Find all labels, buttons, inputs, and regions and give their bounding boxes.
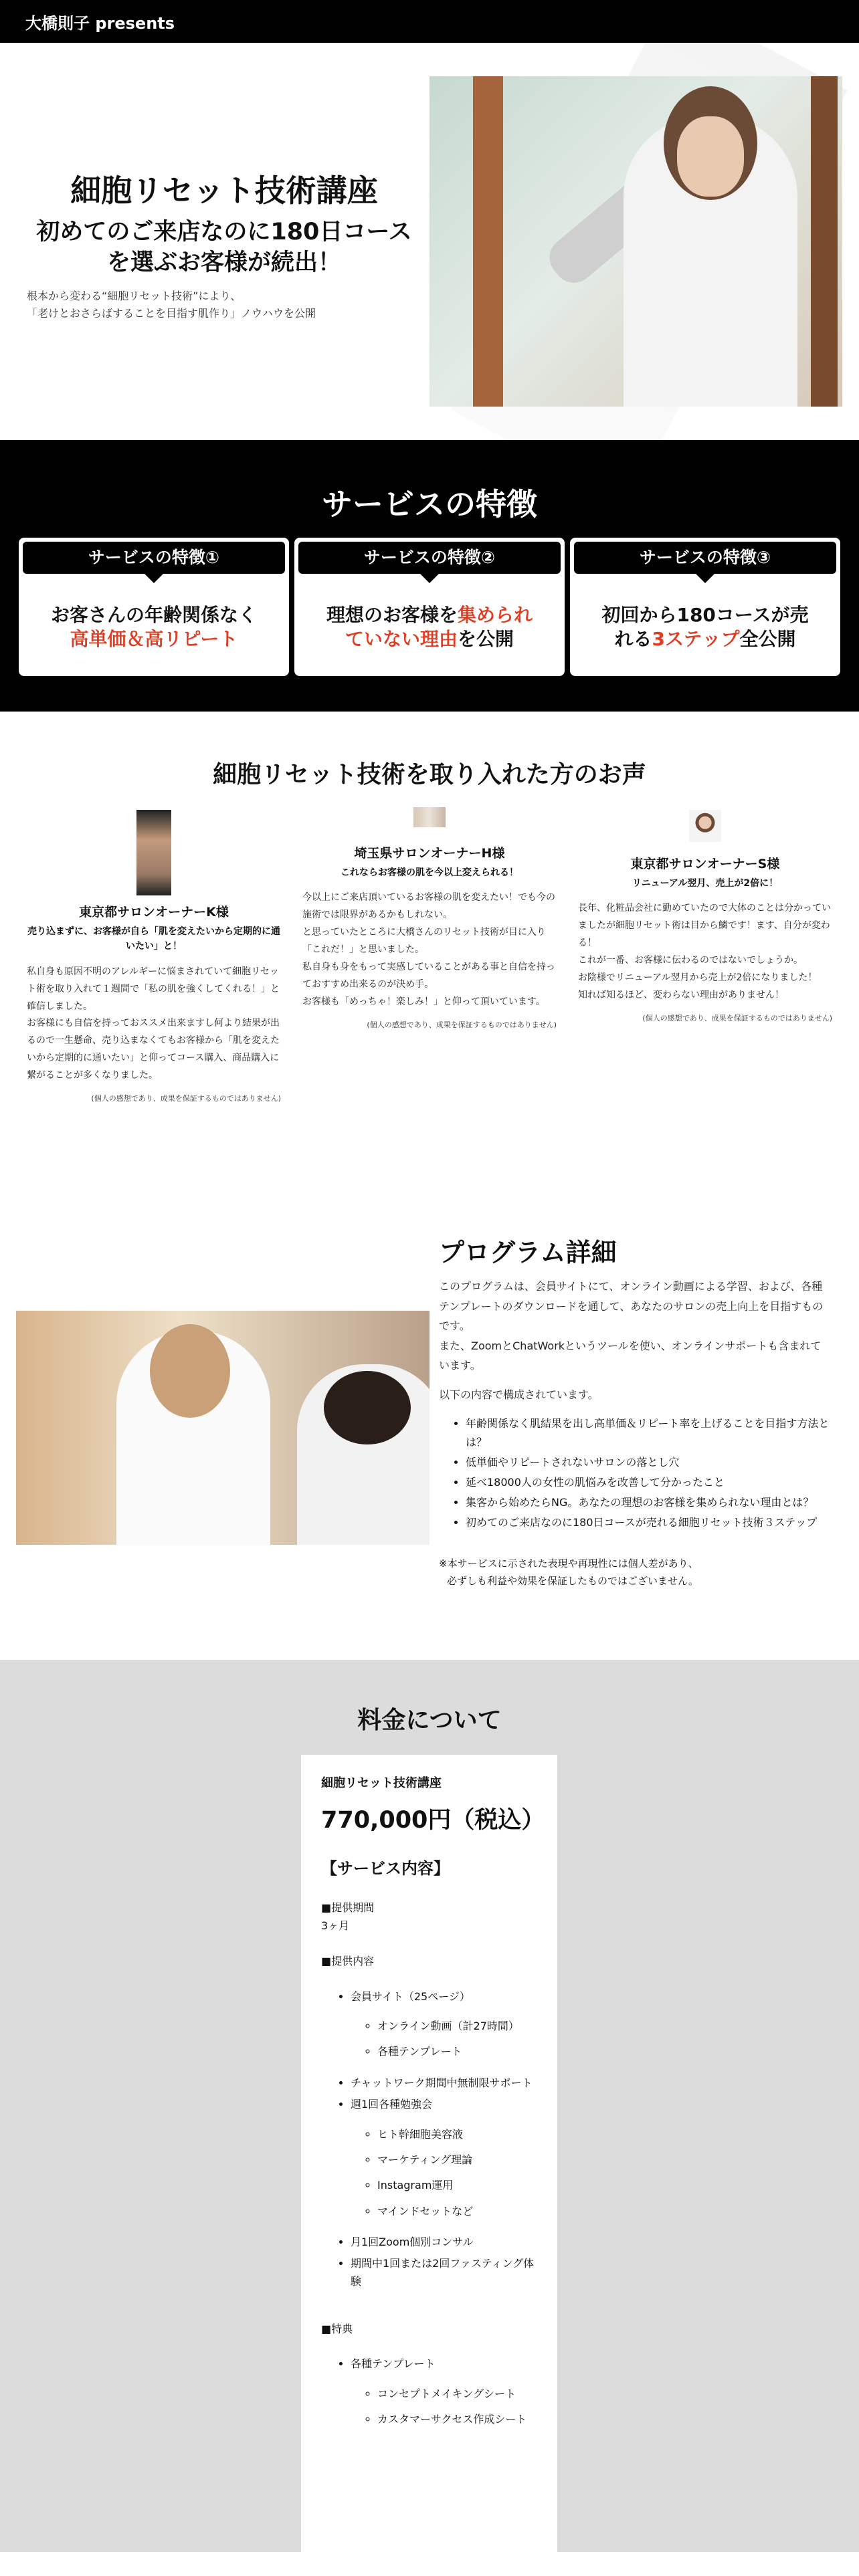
testimonial-lead: これならお客様の肌を今以上変えられる！	[341, 867, 518, 878]
feature-label: サービスの特徴③	[574, 542, 836, 574]
sub-list	[377, 2385, 537, 2429]
hero-section	[0, 43, 859, 440]
hero-subtitle-line1: 初めてのご来店なのに180日コース	[36, 219, 412, 245]
testimonial-name: 埼玉県サロンオーナーH様	[354, 846, 505, 861]
hero-photo	[430, 76, 842, 407]
brand-title: 大橋則子 presents	[25, 13, 175, 33]
bonus-list	[351, 2355, 537, 2428]
testimonial-photo	[136, 810, 171, 895]
list-item: ◦ ヒト幹細胞美容液	[377, 2126, 537, 2143]
testimonial-lead: リニューアル翌月、売上が2倍に！	[632, 878, 779, 889]
program-intro: このプログラムは、会員サイトにて、オンライン動画による学習、および、各種テンプレートのダウンロードを通して、あなたのサロンの売上向上を目指すものです。 また、ZoomとChatWorkというツールを使い、オンラインサポートも含まれています。	[439, 1280, 824, 1372]
list-item: ◦ 各種テンプレート	[377, 2043, 537, 2060]
testimonial-text: 長年、化粧品会社に勤めていたので大体のことは分かっていましたが細胞リセット術は目から鱗です！ます、自分が変わる！ これが一番、お客様に伝わるのではないでしょうか。 お陰様でリニューアル翌月から売上が2倍になりました！ 知れば知るほど、変わらない理由がありません！	[578, 903, 831, 1000]
list-item: • 期間中1回または2回ファスティング体験	[351, 2255, 537, 2290]
list-item	[351, 1988, 537, 2061]
testimonial-photo	[689, 810, 721, 842]
hero-subtitle-line2: を選ぶお客様が続出！	[106, 249, 341, 276]
pricing-section	[0, 1660, 859, 2552]
program-heading: プログラム詳細	[439, 1238, 617, 1267]
testimonial-card	[578, 810, 832, 1103]
program-section	[0, 1212, 859, 1660]
testimonial-name: 東京都サロンオーナーK様	[79, 905, 229, 920]
list-item: ◦ コンセプトメイキングシート	[377, 2385, 537, 2403]
program-list-intro: 以下の内容で構成されています。	[439, 1388, 599, 1401]
feature-text-part: お客さんの年齢関係なく	[50, 604, 257, 626]
course-price: 770,000円（税込）	[321, 1807, 545, 1834]
testimonial-name: 東京都サロンオーナーS様	[630, 857, 780, 871]
feature-text-part: 理想のお客様を	[326, 604, 458, 626]
period-label: ■提供期間	[321, 1901, 375, 1914]
bonus-label: ■特典	[321, 2323, 353, 2336]
sub-list	[377, 2018, 537, 2061]
program-photo	[16, 1311, 430, 1545]
features-heading: サービスの特徴	[322, 486, 537, 522]
list-item: • チャットワーク期間中無制限サポート	[351, 2074, 537, 2092]
feature-text	[294, 578, 565, 652]
list-item: ◦ オンライン動画（計27時間）	[377, 2018, 537, 2035]
list-item: • 低単価やリピートされないサロンの落とし穴	[466, 1453, 830, 1472]
feature-label: サービスの特徴①	[23, 542, 285, 574]
list-item: • 初めてのご来店なのに180日コースが売れる細胞リセット技術３ステップ	[466, 1513, 830, 1532]
feature-card-3	[570, 538, 840, 676]
list-item	[351, 2096, 537, 2220]
feature-text-highlight: 集められていない理由	[345, 604, 533, 651]
period-value: 3ヶ月	[321, 1919, 350, 1933]
program-disclaimer	[439, 1555, 830, 1590]
feature-text-highlight: 高単価＆高リピート	[70, 628, 238, 651]
testimonial-lead: 売り込まずに、お客様が自ら「肌を変えたいから定期的に通いたい」と！	[27, 926, 280, 952]
bonus-item: 各種テンプレート	[351, 2357, 436, 2371]
testimonial-text: 今以上にご来店頂いているお客様の肌を変えたい！でも今の施術では限界があるかもしれない。 と思っていたところに大橋さんのリセット技術が目に入り「これだ！」と思いました。 私自身も身をもって実感していることがある事と自信を持っておすすめ出来るのが決め手。 お客様も「めっちゃ！楽しみ！」と仰って頂いています。	[302, 892, 555, 1007]
features-section	[0, 440, 859, 712]
list-item: • 集客から始めたらNG。あなたの理想のお客様を集められない理由とは？	[466, 1493, 830, 1512]
hero-desc-line1: 根本から変わる“細胞リセット技術”により、	[27, 290, 242, 302]
program-content	[439, 1232, 830, 1590]
feature-label: サービスの特徴②	[298, 542, 561, 574]
period-block	[321, 1899, 537, 1935]
testimonial-text: 私自身も原因不明のアレルギーに悩まされていて細胞リセット術を取り入れて１週間で「私の肌を強くしてくれる！」と確信しました。 お客様にも自信を持っておススメ出来ますし何より結果が出るので一生懸命、売り込まなくてもお客様から「肌を変えたいから定期的に通いたい」と仰ってコース購入、商品購入に繋がることが多くなりました。	[27, 966, 280, 1081]
contents-item: 週1回各種勉強会	[351, 2098, 433, 2111]
feature-text-part: 全公開	[739, 628, 796, 651]
list-item: • 月1回Zoom個別コンサル	[351, 2234, 537, 2251]
testimonials-heading: 細胞リセット技術を取り入れた方のお声	[213, 761, 646, 788]
hero-desc-line2: 「老けとおさらばすることを目指す肌作り」ノウハウを公開	[27, 306, 316, 320]
feature-text	[19, 578, 289, 652]
testimonial-note: (個人の感想であり、成果を保証するものではありません)	[642, 1013, 832, 1023]
top-bar	[0, 0, 859, 43]
feature-card-2	[294, 538, 565, 676]
list-item: ◦ カスタマーサクセス作成シート	[377, 2411, 537, 2428]
disclaimer-line2: 必ずしも利益や効果を保証したものではございません。	[447, 1574, 698, 1587]
list-item: ◦ マーケティング理論	[377, 2151, 537, 2169]
hero-text	[27, 167, 421, 322]
feature-text-part: 初回から180コースが売れる	[601, 604, 809, 651]
sub-list	[377, 2126, 537, 2221]
service-contents-title: 【サービス内容】	[321, 1859, 450, 1878]
list-item	[351, 2355, 537, 2428]
testimonial-card	[27, 810, 281, 1103]
hero-title: 細胞リセット技術講座	[70, 173, 378, 209]
contents-label: ■提供内容	[321, 1955, 375, 1968]
contents-item: 会員サイト（25ページ）	[351, 1990, 470, 2003]
disclaimer-line1: ※本サービスに示された表現や再現性には個人差があり、	[439, 1557, 698, 1570]
feature-text	[570, 578, 840, 652]
feature-text-part: を公開	[458, 628, 514, 651]
list-item: • 年齢関係なく肌結果を出し高単価＆リピート率を上げることを目指す方法とは？	[466, 1414, 830, 1452]
testimonial-card	[302, 807, 557, 1103]
testimonial-note: (個人の感想であり、成果を保証するものではありません)	[367, 1020, 557, 1029]
feature-text-highlight: 3ステップ	[652, 628, 740, 651]
hero-description	[27, 288, 421, 322]
list-item: ◦ マインドセットなど	[377, 2203, 537, 2220]
testimonials-section	[0, 712, 859, 1212]
testimonial-photo	[413, 807, 446, 827]
price-card	[301, 1755, 557, 2552]
course-name: 細胞リセット技術講座	[321, 1776, 442, 1790]
program-list	[466, 1414, 830, 1532]
list-item: ◦ Instagram運用	[377, 2177, 537, 2194]
feature-card-1	[19, 538, 289, 676]
testimonial-note: (個人の感想であり、成果を保証するものではありません)	[91, 1094, 281, 1103]
testimonials-list	[27, 810, 832, 1103]
list-item: • 延べ18000人の女性の肌悩みを改善して分かったこと	[466, 1473, 830, 1492]
hero-subtitle	[27, 217, 421, 278]
contents-list	[351, 1988, 537, 2291]
features-list	[19, 538, 840, 676]
pricing-heading: 料金について	[357, 1707, 502, 1734]
